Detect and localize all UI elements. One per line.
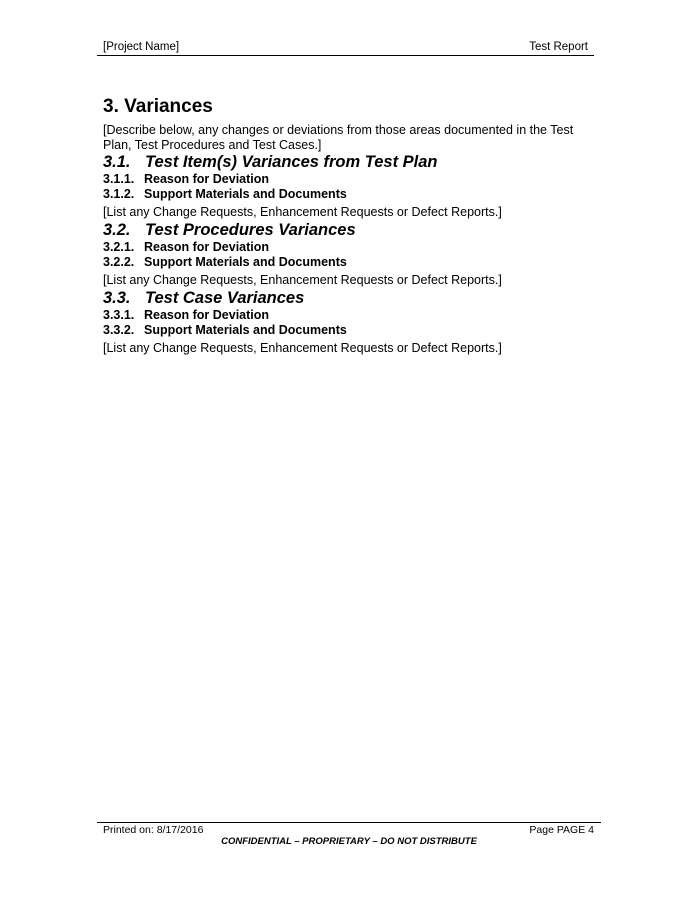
subsubsection-heading-3-3-2 bbox=[103, 323, 593, 338]
subsubsection-number: 3.1.2. bbox=[103, 187, 135, 201]
subsection-heading-3-2 bbox=[103, 220, 593, 240]
page-header bbox=[97, 41, 594, 56]
subsubsection-title: Reason for Deviation bbox=[144, 172, 270, 186]
subsection-number: 3.1. bbox=[103, 153, 131, 171]
subsection-title: Test Procedures Variances bbox=[145, 221, 356, 239]
subsubsection-number: 3.2.1. bbox=[103, 240, 135, 254]
subsubsection-title: Support Materials and Documents bbox=[144, 323, 347, 337]
footer-confidential-notice: CONFIDENTIAL – PROPRIETARY – DO NOT DISTRIBUTE bbox=[221, 836, 477, 847]
subsubsection-text: [List any Change Requests, Enhancement Requests or Defect Reports.] bbox=[103, 273, 502, 287]
subsubsection-heading-3-1-1 bbox=[103, 172, 593, 187]
subsubsection-title: Reason for Deviation bbox=[144, 308, 270, 322]
section-description: [Describe below, any changes or deviations from those areas documented in the Test Plan, Test Procedures and Test Cases.] bbox=[103, 123, 574, 152]
section-title: 3. Variances bbox=[103, 96, 213, 117]
subsubsection-number: 3.3.1. bbox=[103, 308, 135, 322]
subsubsection-title: Reason for Deviation bbox=[144, 240, 270, 254]
subsubsection-heading-3-2-2 bbox=[103, 255, 593, 270]
subsubsection-heading-3-1-2 bbox=[103, 187, 593, 202]
subsubsection-number: 3.1.1. bbox=[103, 172, 135, 186]
subsubsection-heading-3-3-1 bbox=[103, 308, 593, 323]
subsection-number: 3.3. bbox=[103, 289, 131, 307]
subsubsection-text: [List any Change Requests, Enhancement Requests or Defect Reports.] bbox=[103, 341, 502, 355]
subsubsection-title: Support Materials and Documents bbox=[144, 255, 347, 269]
subsection-title: Test Item(s) Variances from Test Plan bbox=[145, 153, 438, 171]
subsection-heading-3-1 bbox=[103, 152, 593, 172]
subsection-heading-3-3 bbox=[103, 288, 593, 308]
subsection-title: Test Case Variances bbox=[145, 289, 305, 307]
subsubsection-text: [List any Change Requests, Enhancement Requests or Defect Reports.] bbox=[103, 205, 502, 219]
header-doc-title: Test Report bbox=[529, 41, 588, 53]
page-footer bbox=[97, 822, 601, 847]
page-content bbox=[103, 96, 593, 356]
footer-printed-date: Printed on: 8/17/2016 bbox=[103, 824, 204, 836]
subsubsection-heading-3-2-1 bbox=[103, 240, 593, 255]
subsubsection-number: 3.3.2. bbox=[103, 323, 135, 337]
subsection-number: 3.2. bbox=[103, 221, 131, 239]
subsubsection-number: 3.2.2. bbox=[103, 255, 135, 269]
footer-page-number: Page PAGE 4 bbox=[529, 824, 594, 836]
header-project-name: [Project Name] bbox=[103, 41, 180, 53]
subsubsection-title: Support Materials and Documents bbox=[144, 187, 347, 201]
